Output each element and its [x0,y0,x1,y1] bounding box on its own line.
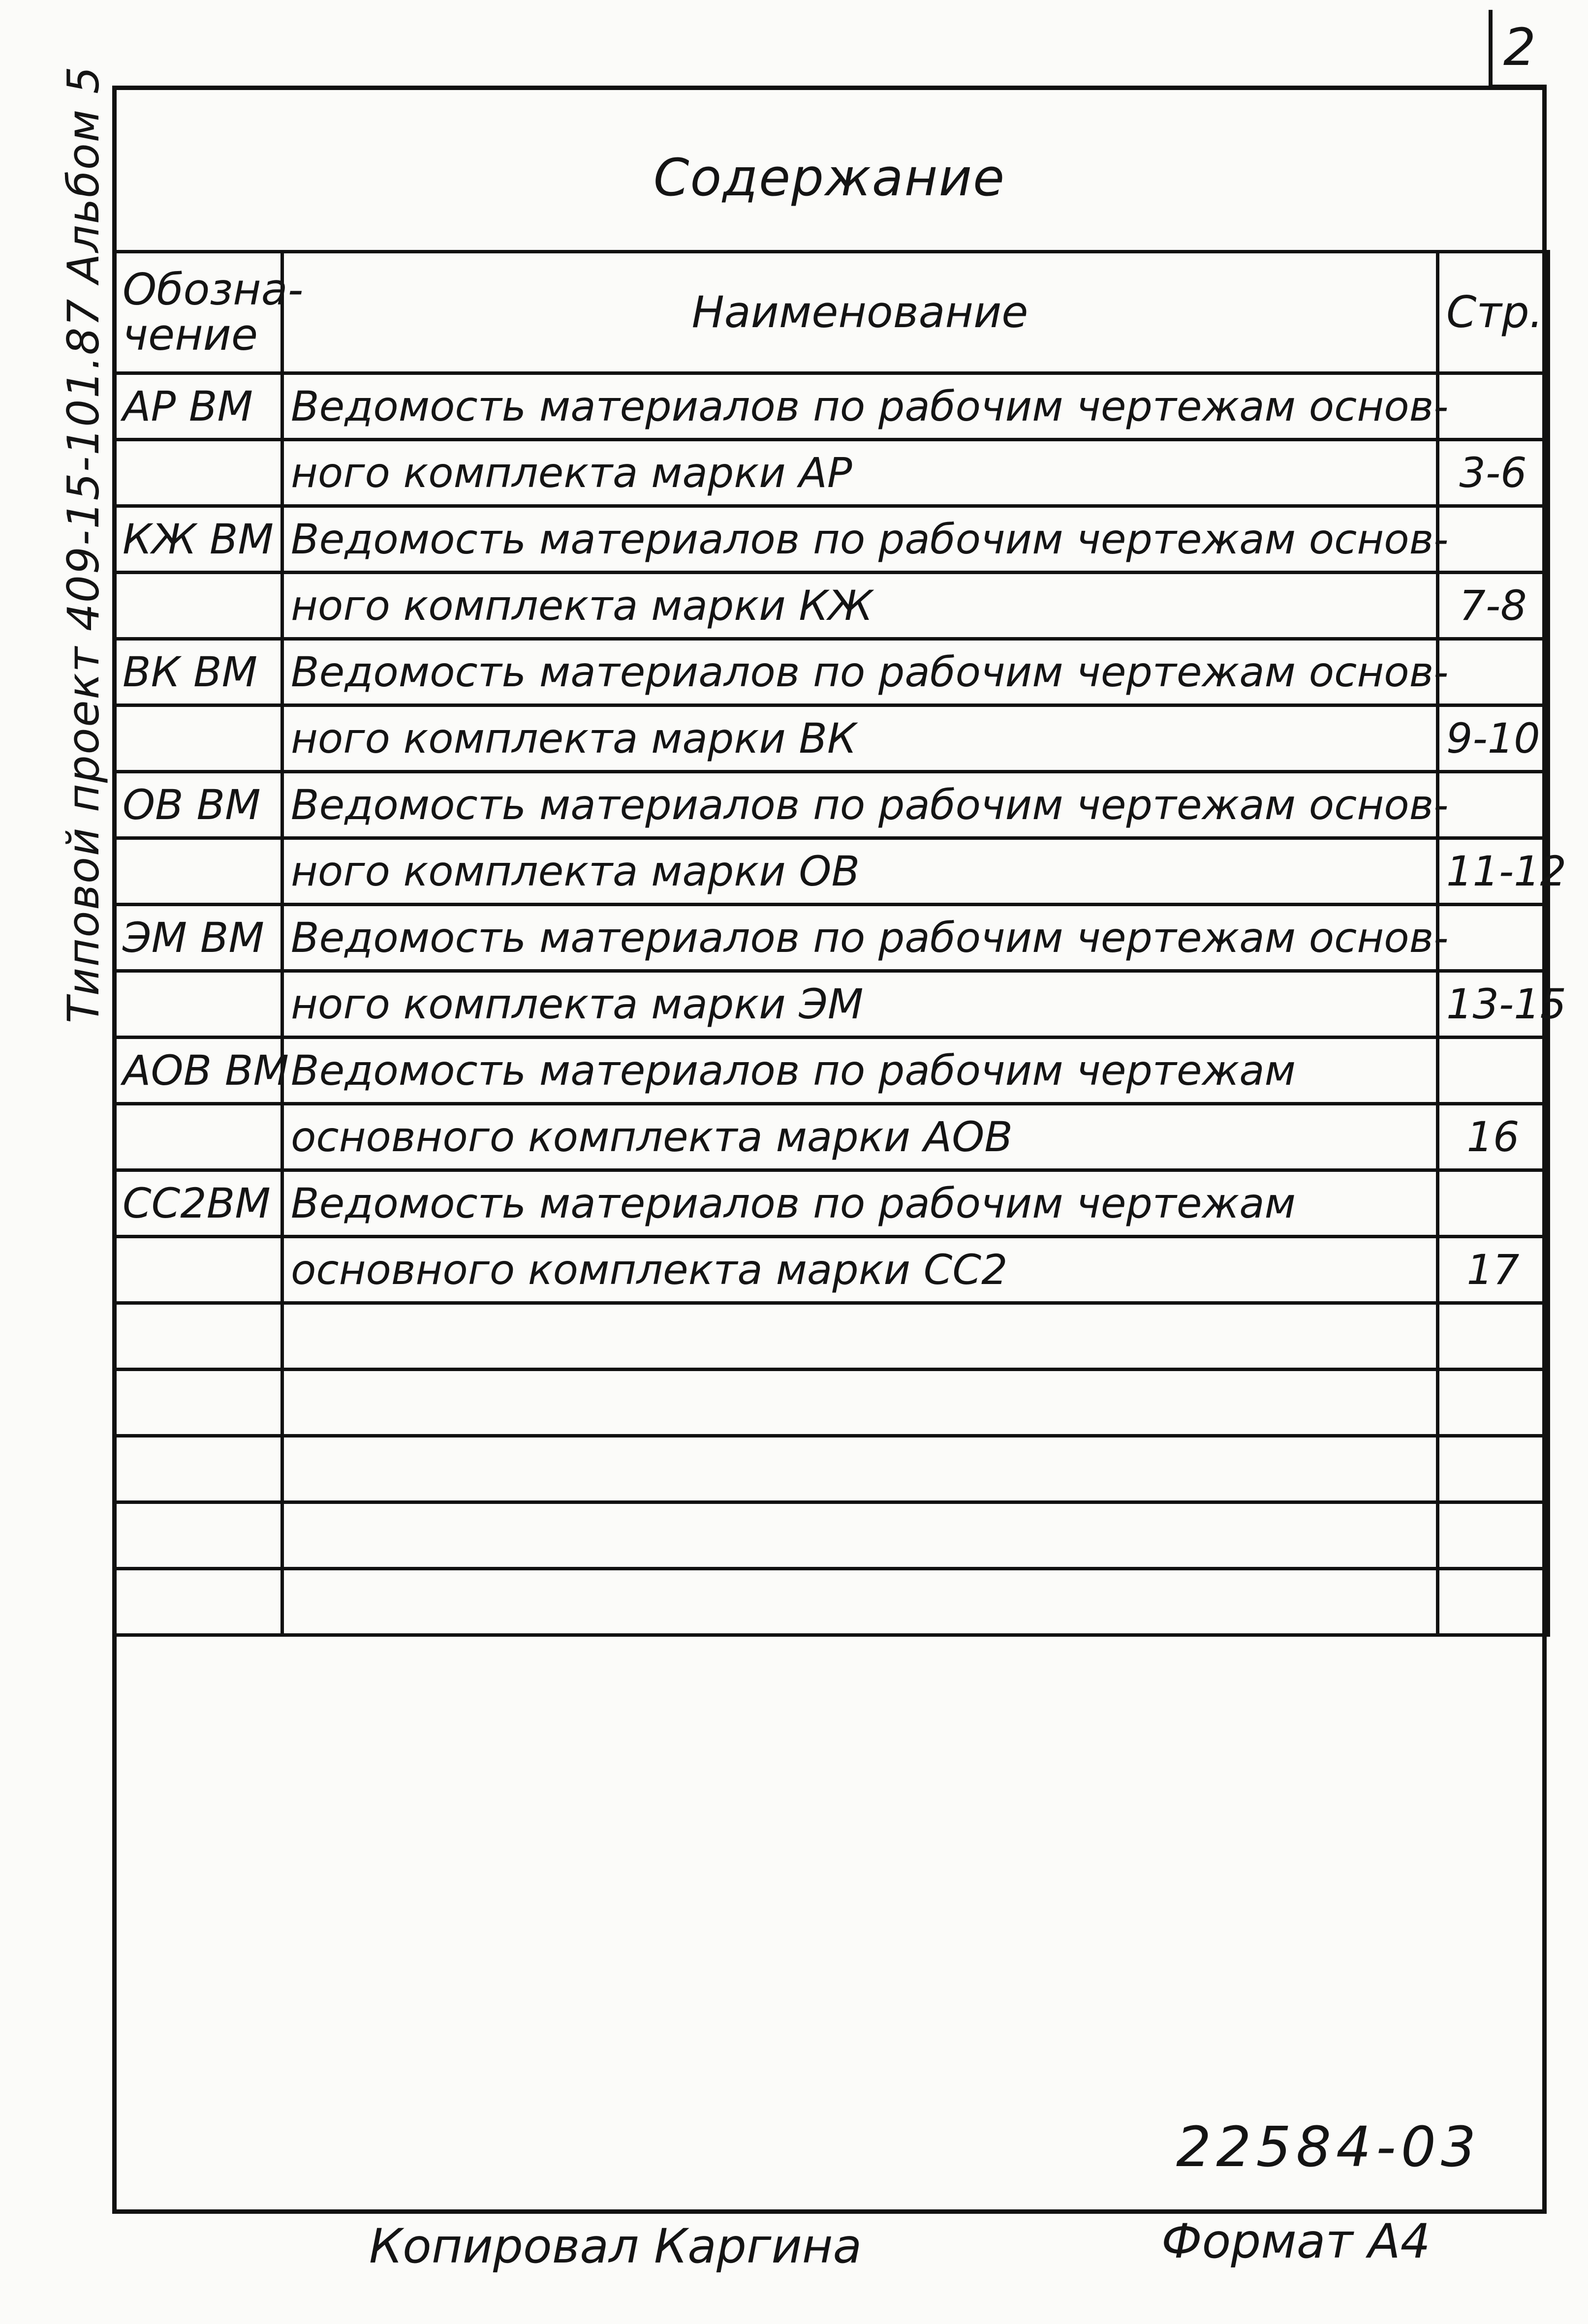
blank-row [114,1370,1549,1436]
row-name-line1: Ведомость материалов по рабочим чертежам основ- [282,639,1438,705]
row-name-line1: Ведомость материалов по рабочим чертежам основ- [282,373,1438,440]
blank-cell [282,1569,1438,1635]
blank-cell [1438,1303,1549,1370]
row-code-empty [114,705,282,772]
row-code-empty [114,1104,282,1170]
table-row [114,506,1549,573]
row-name-line2: ного комплекта марки АР [282,440,1438,506]
row-page-empty [1438,1038,1549,1104]
table-row-continued [114,971,1549,1038]
blank-cell [1438,1370,1549,1436]
table-row-continued [114,1104,1549,1170]
row-page-empty [1438,1170,1549,1237]
row-name-line1: Ведомость материалов по рабочим чертежам основ- [282,772,1438,838]
row-code: ЭМ ВМ [114,905,282,971]
header-code-text: Обозна- чение [123,264,304,360]
blank-row [114,1569,1549,1635]
row-code: ОВ ВМ [114,772,282,838]
blank-row [114,1502,1549,1569]
row-code: АОВ ВМ [114,1038,282,1104]
row-code-empty [114,440,282,506]
row-name-line1: Ведомость материалов по рабочим чертежам основ- [282,506,1438,573]
blank-cell [1438,1436,1549,1502]
copied-by-note: Копировал Каргина [369,2219,862,2274]
table-row-continued [114,1237,1549,1303]
row-page-empty [1438,772,1549,838]
blank-cell [114,1303,282,1370]
row-code: КЖ ВМ [114,506,282,573]
row-page: 9-10 [1438,705,1549,772]
row-page-empty [1438,373,1549,440]
row-page: 13-15 [1438,971,1549,1038]
table-row-continued [114,573,1549,639]
row-code: ВК ВМ [114,639,282,705]
table-row [114,1170,1549,1237]
table-row [114,373,1549,440]
row-name-line1: Ведомость материалов по рабочим чертежам основ- [282,905,1438,971]
row-page: 16 [1438,1104,1549,1170]
side-label-text: Типовой проект 409-15-101.87 Альбом 5 [58,65,109,1023]
blank-row [114,1436,1549,1502]
table-row-continued [114,705,1549,772]
row-name-line2: ного комплекта марки ОВ [282,838,1438,905]
page-number: 2 [1489,10,1547,89]
row-name-line2: основного комплекта марки АОВ [282,1104,1438,1170]
row-code-empty [114,971,282,1038]
row-page-empty [1438,639,1549,705]
blank-cell [114,1436,282,1502]
row-name-line2: ного комплекта марки ЭМ [282,971,1438,1038]
blank-cell [282,1370,1438,1436]
table-row [114,1038,1549,1104]
row-name-line2: ного комплекта марки ВК [282,705,1438,772]
row-code: СС2ВМ [114,1170,282,1237]
blank-cell [114,1502,282,1569]
blank-cell [1438,1502,1549,1569]
table-row-continued [114,838,1549,905]
header-page: Стр. [1438,252,1549,373]
table-header-row [114,252,1549,373]
blank-cell [282,1436,1438,1502]
blank-cell [282,1303,1438,1370]
blank-cell [114,1569,282,1635]
blank-cell [282,1502,1438,1569]
page-title: Содержание [653,148,1006,208]
contents-table [112,250,1567,1637]
blank-row [114,1303,1549,1370]
row-name-line1: Ведомость материалов по рабочим чертежам [282,1038,1438,1104]
row-page: 11-12 [1438,838,1549,905]
row-page-empty [1438,506,1549,573]
row-name-line2: основного комплекта марки СС2 [282,1237,1438,1303]
row-code-empty [114,1237,282,1303]
row-name-line2: ного комплекта марки КЖ [282,573,1438,639]
table-row [114,772,1549,838]
row-page: 7-8 [1438,573,1549,639]
row-page: 17 [1438,1237,1549,1303]
format-label: Формат А4 [1161,2214,1431,2269]
blank-cell [1438,1569,1549,1635]
row-code: АР ВМ [114,373,282,440]
table-row [114,639,1549,705]
header-code [114,252,304,373]
row-page: 3-6 [1438,440,1549,506]
header-name: Наименование [282,252,1438,373]
blank-cell [114,1370,282,1436]
row-code-empty [114,838,282,905]
row-page-empty [1438,905,1549,971]
table-row-continued [114,440,1549,506]
table-row [114,905,1549,971]
row-name-line1: Ведомость материалов по рабочим чертежам [282,1170,1438,1237]
row-code-empty [114,573,282,639]
document-number: 22584-03 [1176,2115,1481,2179]
